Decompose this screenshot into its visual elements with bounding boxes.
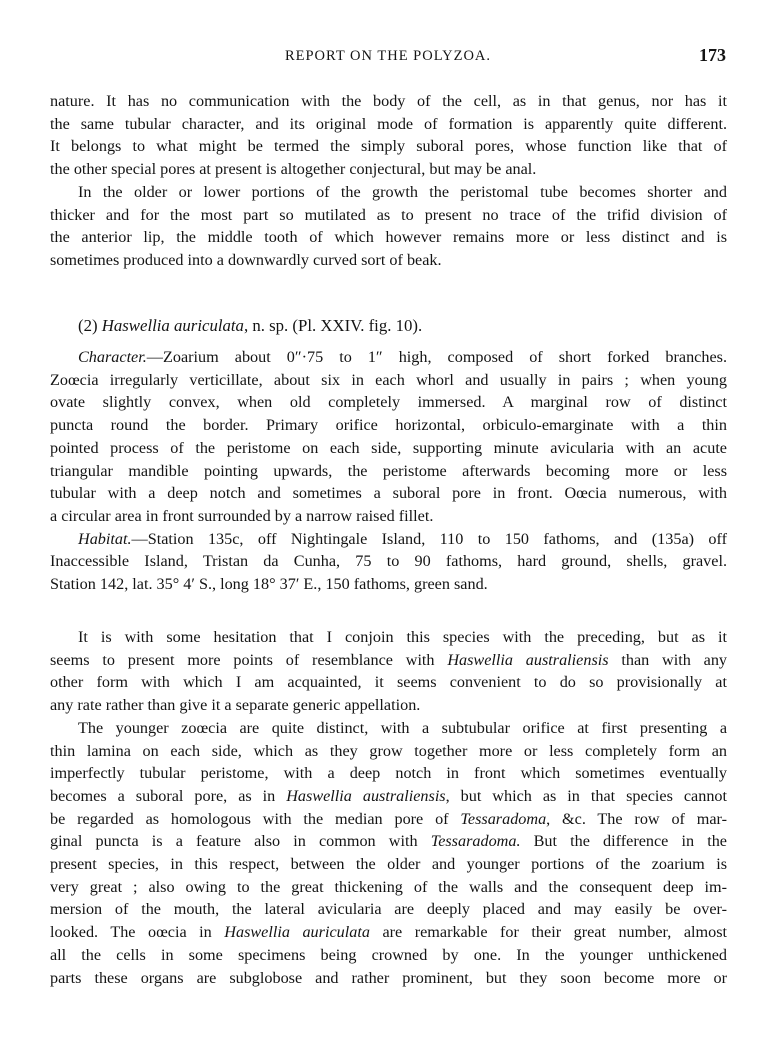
habitat-label: Habitat. bbox=[78, 529, 132, 548]
species-name: Haswellia auriculata bbox=[101, 316, 244, 335]
genus-name: Haswellia auriculata bbox=[224, 923, 370, 942]
text-line: the anterior lip, the middle tooth of which however remains more or less distinct and is bbox=[50, 228, 727, 247]
text-run: are remarkable for their great number, almost bbox=[369, 923, 727, 942]
text-line: imperfectly tubular peristome, with a deep notch in front which sometimes eventually bbox=[50, 764, 727, 783]
text-line: very great ; also owing to the great thickening of the walls and the consequent deep im- bbox=[50, 877, 727, 896]
text-line: present species, in this respect, between the older and younger portions of the zoarium is bbox=[50, 855, 727, 874]
genus-name: Tessaradoma bbox=[460, 809, 547, 828]
text-line: nature. It has no communication with the body of the cell, as in that genus, nor has it bbox=[50, 92, 727, 110]
text-line: the same tubular character, and its original mode of formation is apparently quite different. bbox=[50, 114, 727, 133]
genus-name: Tessaradoma. bbox=[430, 832, 521, 851]
habitat-text: —Station 135c, off Nightingale Island, 110 to 150 fathoms, and (135a) off bbox=[131, 529, 727, 548]
text-line: other form with which I am acquainted, it seems convenient to do so provisionally at bbox=[50, 673, 727, 692]
text-line: puncta round the border. Primary orifice horizontal, orbiculo-emarginate with a thin bbox=[50, 416, 727, 435]
text-line: Zoœcia irregularly verticillate, about six in each whorl and usually in pairs ; when young bbox=[50, 370, 727, 389]
text-run: ginal puncta is a feature also in common with bbox=[50, 832, 431, 851]
text-run: But the difference in the bbox=[520, 832, 727, 851]
text-line: any rate rather than give it a separate generic appellation. bbox=[50, 696, 421, 715]
species-number: (2) bbox=[78, 316, 102, 335]
discussion-section bbox=[50, 626, 727, 989]
text-run: be regarded as homologous with the median pore of bbox=[50, 809, 461, 828]
text-line: parts these organs are subglobose and rather prominent, but they soon become more or bbox=[50, 968, 727, 987]
text-line: thicker and for the most part so mutilated as to present no trace of the trifid division of bbox=[50, 205, 727, 224]
text-line: Station 142, lat. 35° 4′ S., long 18° 37′ E., 150 fathoms, green sand. bbox=[50, 575, 488, 594]
species-heading bbox=[78, 314, 422, 338]
text-line: thin lamina on each side, which as they grow together more or less completely form an bbox=[50, 741, 727, 760]
text-line: Inaccessible Island, Tristan da Cunha, 75 to 90 fathoms, hard ground, shells, gravel. bbox=[50, 552, 727, 571]
text-line bbox=[50, 528, 727, 551]
text-line bbox=[50, 649, 727, 672]
text-run: , &c. The row of mar- bbox=[546, 809, 727, 828]
text-line: ovate slightly convex, when old completely immersed. A marginal row of distinct bbox=[50, 393, 727, 412]
text-line bbox=[50, 346, 727, 369]
text-run: , but which as in that species cannot bbox=[445, 786, 728, 805]
text-line: the other special pores at present is altogether conjectural, but may be anal. bbox=[50, 160, 537, 179]
text-line bbox=[50, 808, 727, 831]
species-heading-rest: , n. sp. (Pl. XXIV. fig. 10). bbox=[243, 316, 423, 335]
text-line: a circular area in front surrounded by a narrow raised fillet. bbox=[50, 506, 434, 525]
text-line: sometimes produced into a downwardly curved sort of beak. bbox=[50, 250, 442, 269]
text-line: In the older or lower portions of the growth the peristomal tube becomes shorter and bbox=[78, 182, 727, 201]
text-line bbox=[50, 921, 727, 944]
text-line: tubular with a deep notch and sometimes a suboral pore in front. Oœcia numerous, with bbox=[50, 484, 727, 503]
character-section bbox=[50, 346, 727, 596]
text-run: than with any bbox=[608, 650, 728, 669]
text-line: all the cells in some specimens being crowned by one. In the younger unthickened bbox=[50, 945, 727, 964]
genus-name: Haswellia australiensis bbox=[286, 786, 446, 805]
text-run: seems to present more points of resemblance with bbox=[50, 650, 448, 669]
text-run: looked. The oœcia in bbox=[50, 923, 225, 942]
character-label: Character. bbox=[78, 348, 147, 366]
text-line: pointed process of the peristome on each side, supporting minute avicularia with an acute bbox=[50, 438, 727, 457]
text-line: triangular mandible pointing upwards, the peristome afterwards becoming more or less bbox=[50, 461, 727, 480]
text-line bbox=[50, 830, 727, 853]
text-line bbox=[50, 785, 727, 808]
text-line: It belongs to what might be termed the simply suboral pores, whose function like that of bbox=[50, 137, 727, 156]
character-text: —Zoarium about 0″·75 to 1″ high, composed of short forked branches. bbox=[146, 348, 727, 366]
running-title: REPORT ON THE POLYZOA. bbox=[284, 48, 492, 64]
intro-section bbox=[50, 90, 727, 272]
text-line: It is with some hesitation that I conjoin this species with the preceding, but as it bbox=[78, 628, 727, 646]
page-header bbox=[50, 46, 726, 70]
text-run: becomes a suboral pore, as in bbox=[50, 786, 287, 805]
text-line: mersion of the mouth, the lateral avicularia are deeply placed and may easily be over- bbox=[50, 900, 727, 919]
text-line: The younger zoœcia are quite distinct, with a subtubular orifice at first presenting a bbox=[78, 718, 727, 737]
genus-name: Haswellia australiensis bbox=[447, 650, 609, 669]
page-number: 173 bbox=[699, 45, 726, 65]
